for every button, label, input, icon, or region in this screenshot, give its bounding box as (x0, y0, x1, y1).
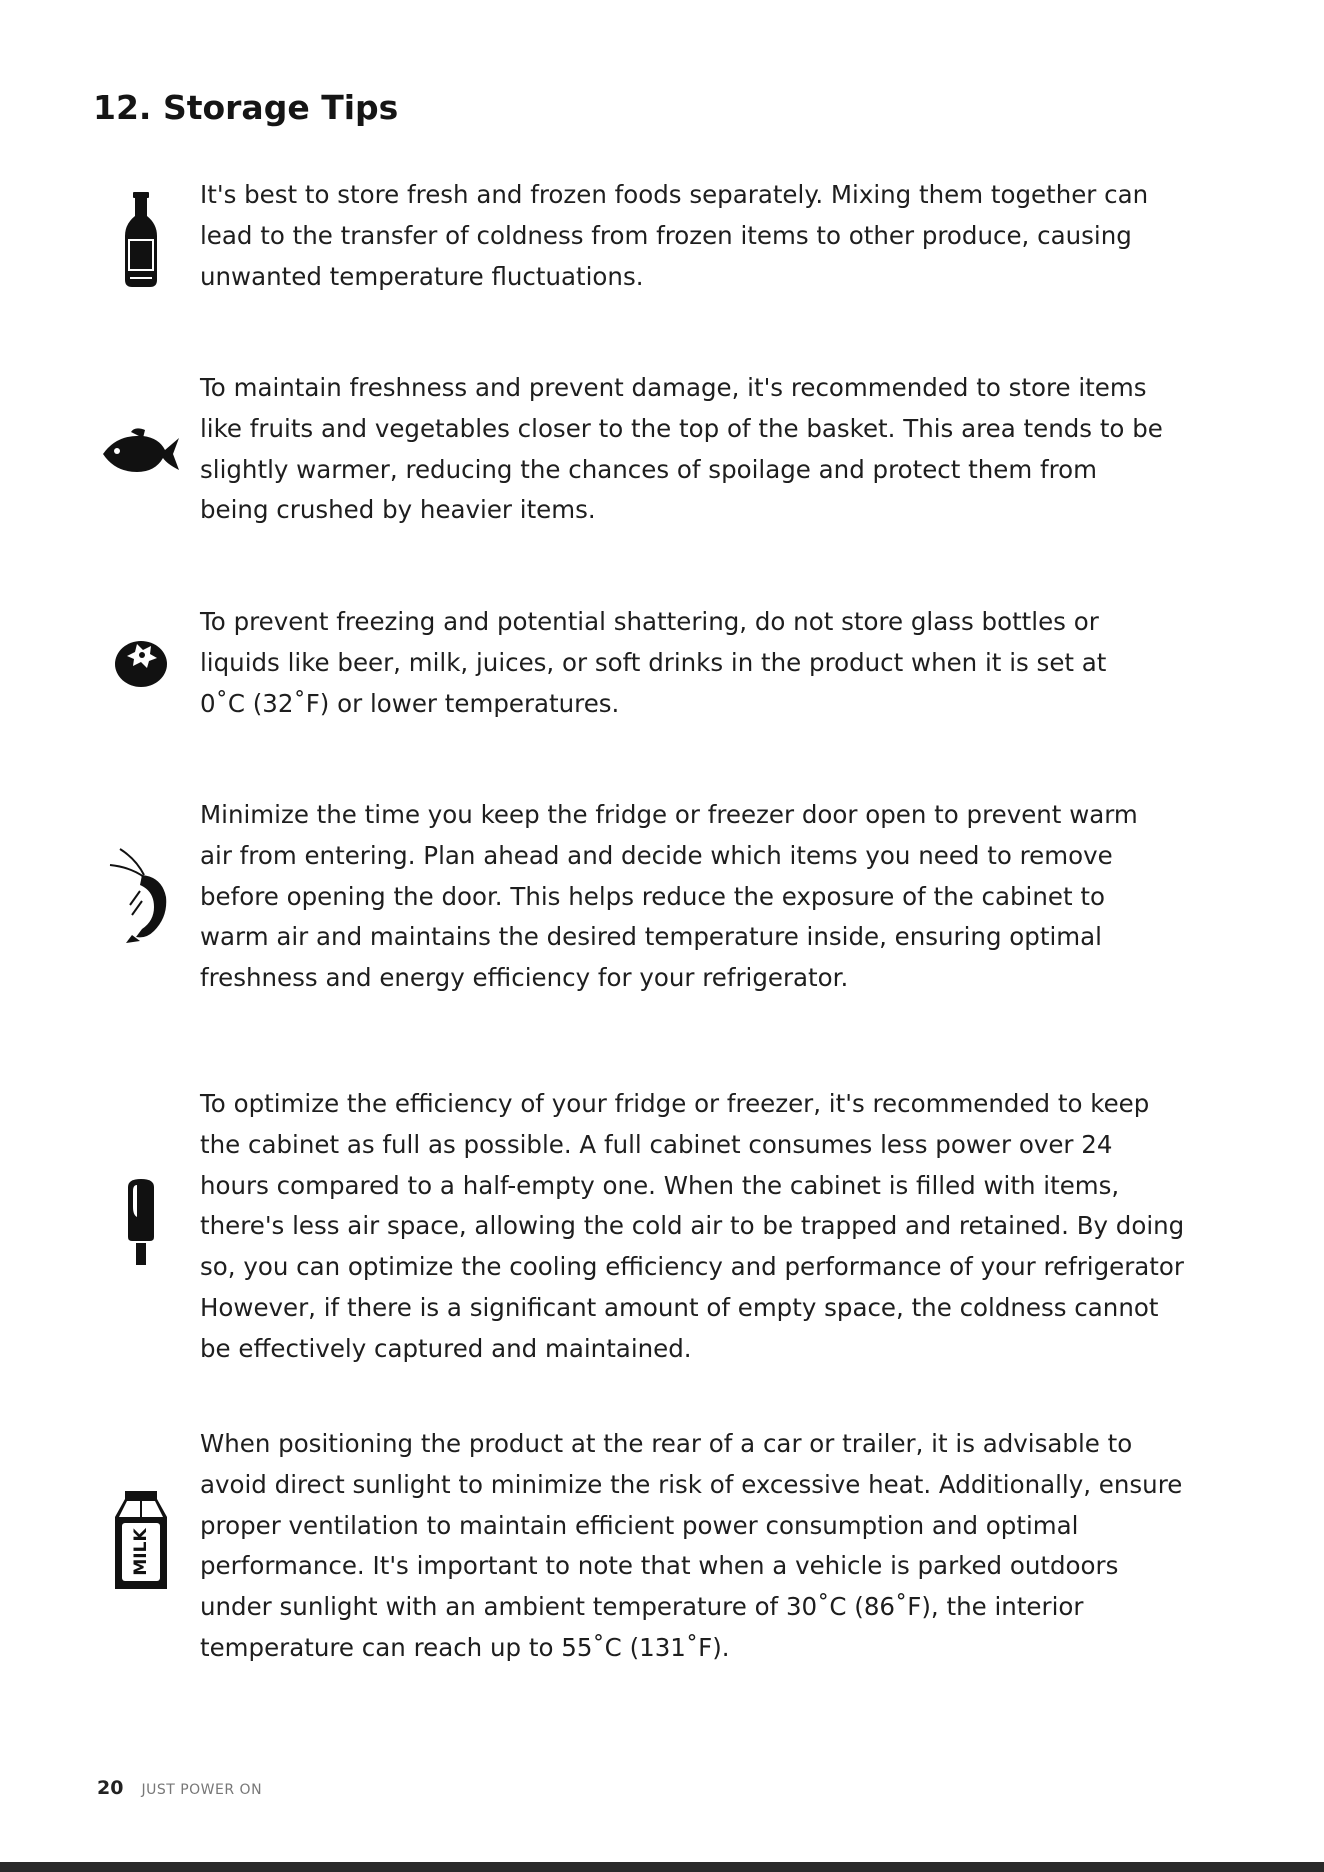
brand-name: JUST POWER ON (141, 1782, 263, 1798)
tip-text: When positioning the product at the rear of a car or trailer, it is advisable to avoid direct sunlight to minimize the risk of excessive heat. Additionally, ensure proper ventilation to maintain efficient power consumption and optimal performance. It's important to note that when a vehicle is parked outdoors under sunlight with an ambient temperature of 30˚C (86˚F), the interior temperature can reach up to 55˚C (131˚F). (200, 1429, 1183, 1662)
page-title: 12. Storage Tips (93, 88, 399, 127)
svg-text:MILK: MILK (131, 1528, 151, 1576)
page-number: 20 (97, 1777, 124, 1799)
bottle-icon (98, 185, 184, 295)
tip-text: It's best to store fresh and frozen foods separately. Mixing them together can lead to the transfer of coldness from frozen items to other produce, causing unwanted temperature fluctuations. (200, 180, 1149, 291)
tip-text: To maintain freshness and prevent damage, it's recommended to store items like fruits and vegetables closer to the top of the basket. This area tends to be slightly warmer, reducing the chances of spoilage and protect them from being crushed by heavier items. (200, 373, 1163, 525)
tip-text: To optimize the efficiency of your fridge or freezer, it's recommended to keep the cabinet as full as possible. A full cabinet consumes less power over 24 hours compared to a half-empty one. When the cabinet is filled with items, there's less air space, allowing the cold air to be trapped and retained. By doing so, you can optimize the cooling efficiency and performance of your refrigerator However, if there is a significant amount of empty space, the coldness cannot be effectively captured and maintained. (200, 1089, 1185, 1363)
milk-carton-icon (98, 1486, 184, 1596)
shrimp-icon (98, 840, 184, 950)
fish-icon (98, 396, 184, 506)
page-footer (97, 1777, 262, 1799)
tip-text: Minimize the time you keep the fridge or freezer door open to prevent warm air from entering. Plan ahead and decide which items you need to remove before opening the door. This helps reduce the exposure of the cabinet to warm air and maintains the desired temperature inside, ensuring optimal freshness and energy efficiency for your refrigerator. (200, 800, 1138, 993)
tomato-icon (98, 607, 184, 717)
bottom-bar (0, 1862, 1324, 1872)
popsicle-icon (98, 1167, 184, 1277)
tip-text: To prevent freezing and potential shattering, do not store glass bottles or liquids like beer, milk, juices, or soft drinks in the product when it is set at 0˚C (32˚F) or lower temperatures. (200, 607, 1107, 718)
